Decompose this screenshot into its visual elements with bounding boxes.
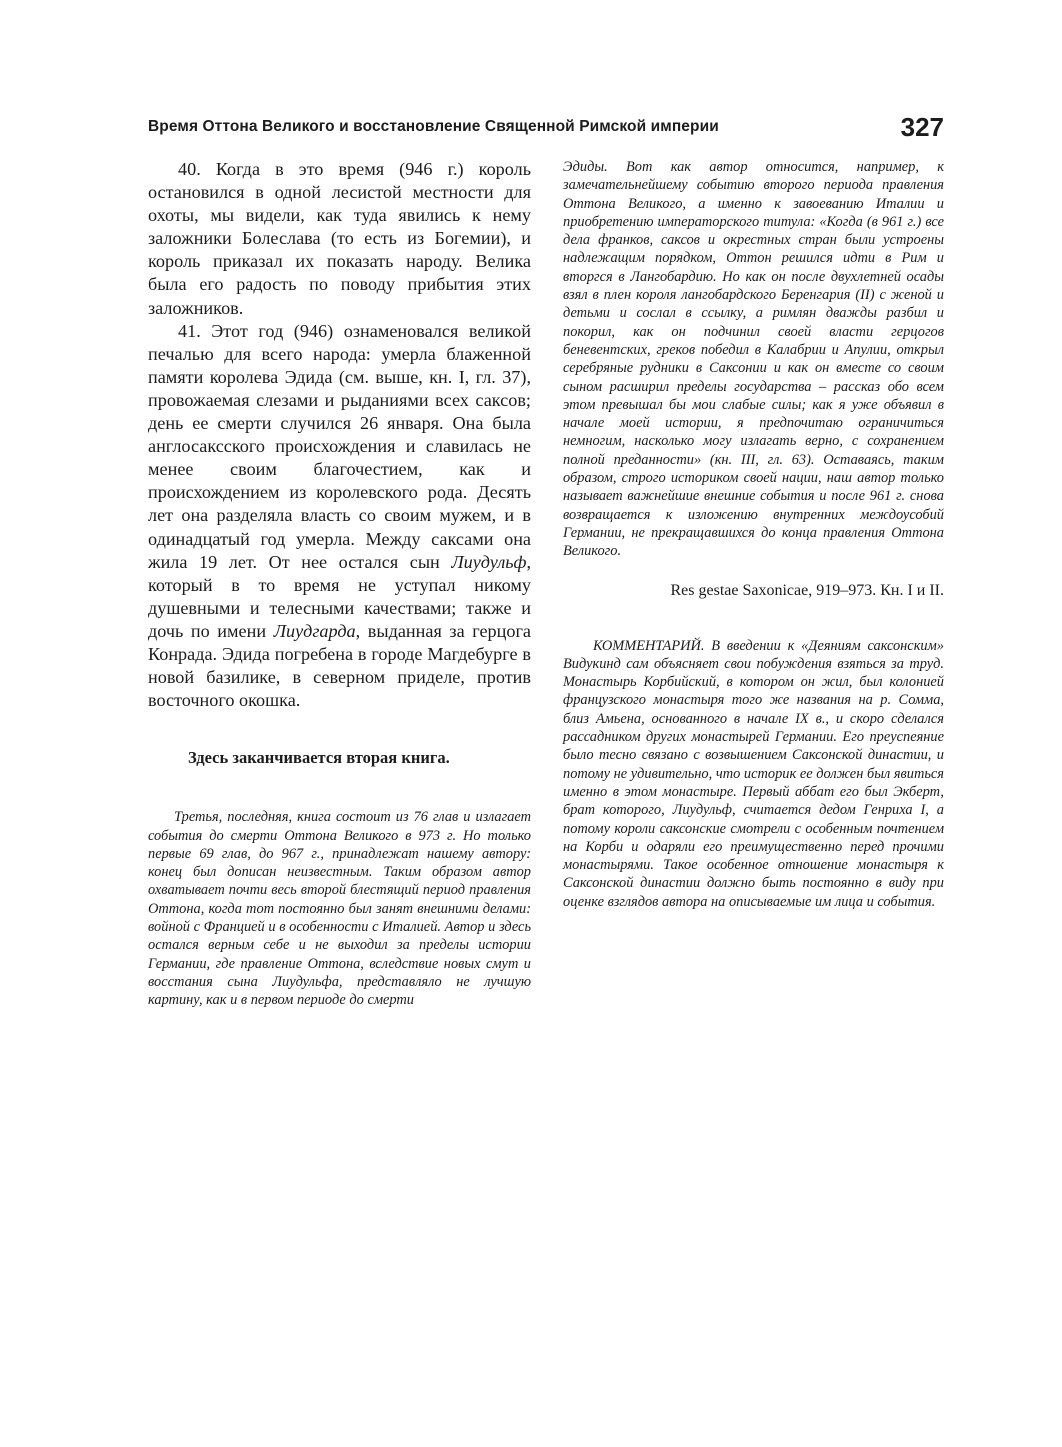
paragraph-41 [148,320,531,713]
paragraph-40: 40. Когда в это время (946 г.) король остановился в одной лесистой местности для охоты, мы видели, как туда явились к нему заложники Болеслава (то есть из Богемии), и король приказал их показать народу. Велика была его радость по поводу прибытия этих заложников. [148,159,531,318]
source-citation: Res gestae Saxonicae, 919–973. Кн. I и II. [670,581,944,599]
paragraph-41-part-a: 41. Этот год (946) ознаменовался великой печалью для всего народа: умерла блаженной памяти королева Эдида (см. выше, кн. I, гл. 37), провожаемая слезами и рыданиями всех саксов; день ее смерти случился 26 января. Она была англосаксского происхождения и славилась не менее своим благочестием, как и происхождением из королевского рода. Десять лет она разделяла власть со своим мужем, и в одинадцатый год умерла. Между саксами она жила 19 лет. От нее остался сын [148,320,531,572]
paragraph-41-part-b: , который в то время не уступал никому душевными и телесными качествами; также и дочь по имени [148,551,531,641]
book-end-heading: Здесь заканчивается вторая книга. [188,748,450,768]
page-header [148,112,944,148]
name-liudulf: Лиудульф [451,551,527,572]
editor-note: Третья, последняя, книга состоит из 76 глав и излагает события до смерти Оттона Великого в 973 г. Но только первые 69 глав, до 967 г., принадлежат нашему автору: конец был дописан неизвестным. Таким образом автор охватывает почти весь второй блестящий период правления Оттона, когда тот постоянно был занят внешними делами: войной с Францией и в особенности с Италией. Автор и здесь остался верным себе и не выходил за пределы истории Германии, где правление Оттона, вследствие новых смут и восстания сына Лиудульфа, представляло не лучшую картину, как и в первом периоде до смерти [148,809,531,1009]
running-title: Время Оттона Великого и восстановление Священной Римской империи [148,118,719,135]
page-number: 327 [900,112,944,142]
left-column [148,158,531,1010]
commentary: КОММЕНТАРИЙ. В введении к «Деяниям саксонским» Видукинд сам объясняет свои побуждения взяться за труд. Монастырь Корбийский, в котором он жил, был колонией французского монастыря того же названия на р. Сомма, близ Амьена, основанного в начале IX в., и скоро сделался рассадником других монастырей Германии. Его преуспеяние было тесно связано с возвышением Саксонской династии, и потому не удивительно, что историк ее должен был явиться именно в этом монастыре. Первый аббат его был Экберт, брат которого, Лиудульф, считается дедом Генриха I, а потому короли саксонские смотрели с особенным почтением на Корби и одаряли его преимущественно перед прочими монастырями. Такое особенное отношение монастыря к Саксонской династии должно быть постоянно в виду при оценке взглядов автора на описываемые им лица и события. [563,637,944,910]
editor-note-continued: Эдиды. Вот как автор относится, например, к замечательнейшему событию второго периода правления Оттона Великого, а именно к завоеванию Италии и приобретению императорского титула: «Когда (в 961 г.) все дела франков, саксов и окрестных стран были устроены надлежащим порядком, Оттон решился идти в Рим и вторгся в Лангобардию. Но как он после двухлетней осады взял в плен короля лангобардского Беренгария (II) с женой и детьми и сослал в ссылку, а римлян дважды разбил и покорил, как он подчинил своей власти герцогов беневентских, греков победил в Калабрии и Апулии, открыл серебряные рудники в Саксонии и как он вместе со своим сыном расширил пределы государства – рассказ обо всем этом превышал бы мои слабые силы; как я уже объявил в начале моей истории, я предпочитаю ограничиться немногим, насколько могу излагать верно, с сохранением полной преданности» (кн. III, гл. 63). Оставаясь, таким образом, строго историком своей нации, наш автор только называет важнейшие внешние события и после 961 г. снова возвращается к изложению внутренних междоусобий Германии, не прекращавшихся до конца правления Оттона Великого. [563,159,944,560]
name-liudgarda: Лиудгарда [273,620,356,641]
right-column [563,158,944,911]
paragraph-41-part-c: , выданная за герцога Конрада. Эдида погребена в городе Магдебурге в новой базилике, в северном приделе, против восточного окошка. [148,620,531,711]
